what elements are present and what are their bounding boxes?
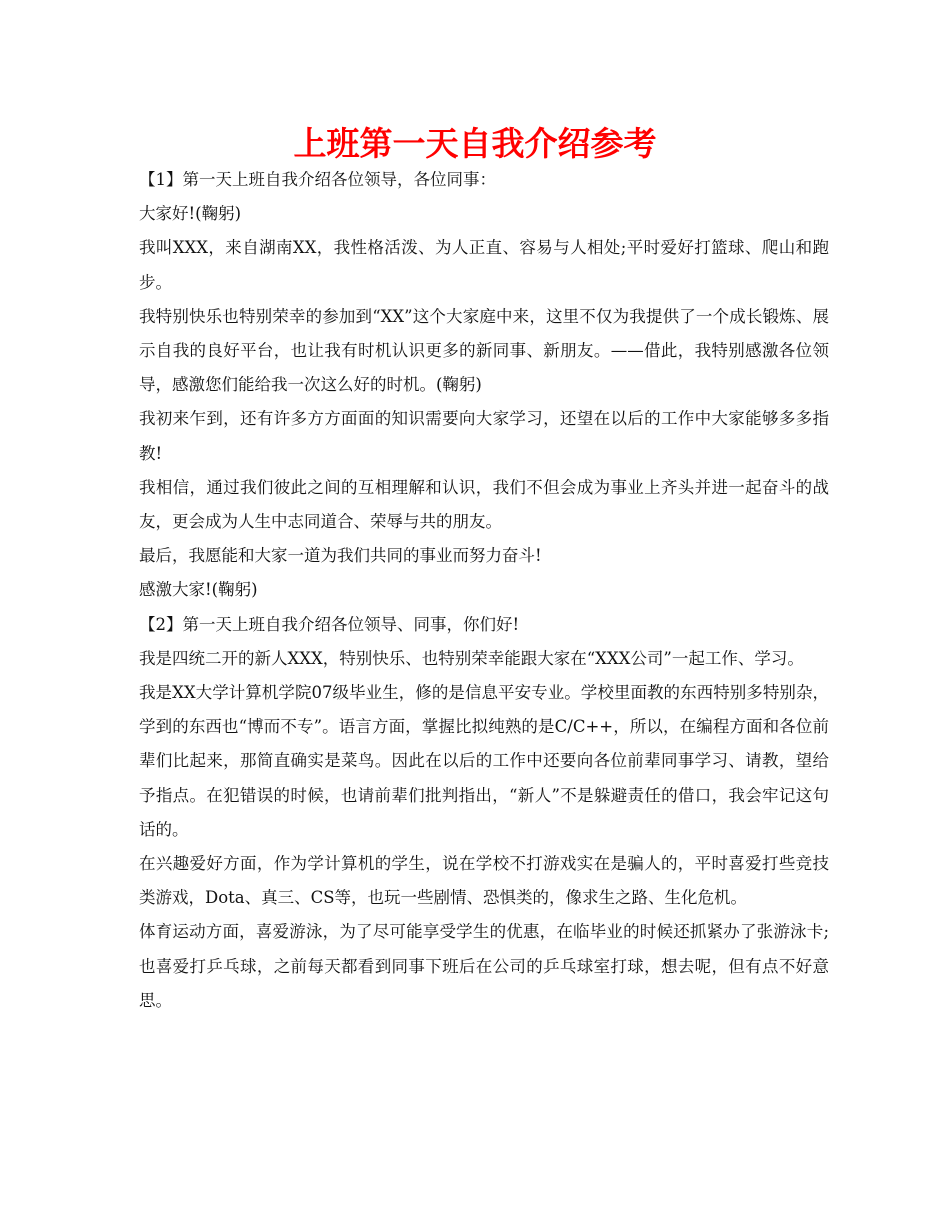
paragraph: 我相信，通过我们彼此之间的互相理解和认识，我们不但会成为事业上齐头并进一起奋斗的战友，更会成为人生中志同道合、荣辱与共的朋友。 xyxy=(139,477,829,532)
paragraph: 大家好!(鞠躬) xyxy=(139,204,242,224)
paragraph: 我初来乍到，还有许多方方面面的知识需要向大家学习，还望在以后的工作中大家能够多多指教! xyxy=(139,409,829,463)
paragraph: 体育运动方面，喜爱游泳，为了尽可能享受学生的优惠，在临毕业的时候还抓紧办了张游泳卡;也喜爱打乒乓球，之前每天都看到同事下班后在公司的乒乓球室打球，想去呢，但有点不好意思。 xyxy=(139,922,829,1010)
paragraph: 【2】第一天上班自我介绍各位领导、同事，你们好! xyxy=(139,614,520,634)
document-title: 上班第一天自我介绍参考 xyxy=(293,124,657,163)
paragraph: 我特别快乐也特别荣幸的参加到“XX”这个大家庭中来，这里不仅为我提供了一个成长锻炼、展示自我的良好平台，也让我有时机认识更多的新同事、新朋友。——借此，我特别感激各位领导，感激您们能给我一次这么好的时机。(鞠躬) xyxy=(139,306,829,395)
paragraph: 我叫XXX，来自湖南XX，我性格活泼、为人正直、容易与人相处;平时爱好打篮球、爬山和跑步。 xyxy=(139,238,829,292)
paragraph: 最后，我愿能和大家一道为我们共同的事业而努力奋斗! xyxy=(139,546,542,566)
document-body xyxy=(139,163,829,1018)
paragraph: 我是四统二开的新人XXX，特别快乐、也特别荣幸能跟大家在“XXX公司”一起工作、学习。 xyxy=(139,648,804,668)
paragraph: 在兴趣爱好方面，作为学计算机的学生，说在学校不打游戏实在是骗人的，平时喜爱打些竞技类游戏，Dota、真三、CS等，也玩一些剧情、恐惧类的，像求生之路、生化危机。 xyxy=(139,854,829,908)
paragraph: 感激大家!(鞠躬) xyxy=(139,580,258,600)
paragraph: 【1】第一天上班自我介绍各位领导，各位同事： xyxy=(139,170,496,189)
paragraph: 我是XX大学计算机学院07级毕业生，修的是信息平安专业。学校里面教的东西特别多特别杂，学到的东西也“博而不专”。语言方面，掌握比拟纯熟的是C/C++，所以，在编程方面和各位前辈们比起来，那简直确实是菜鸟。因此在以后的工作中还要向各位前辈同事学习、请教，望给予指点。在犯错误的时候，也请前辈们批判指出，“新人”不是躲避责任的借口，我会牢记这句话的。 xyxy=(139,683,829,839)
